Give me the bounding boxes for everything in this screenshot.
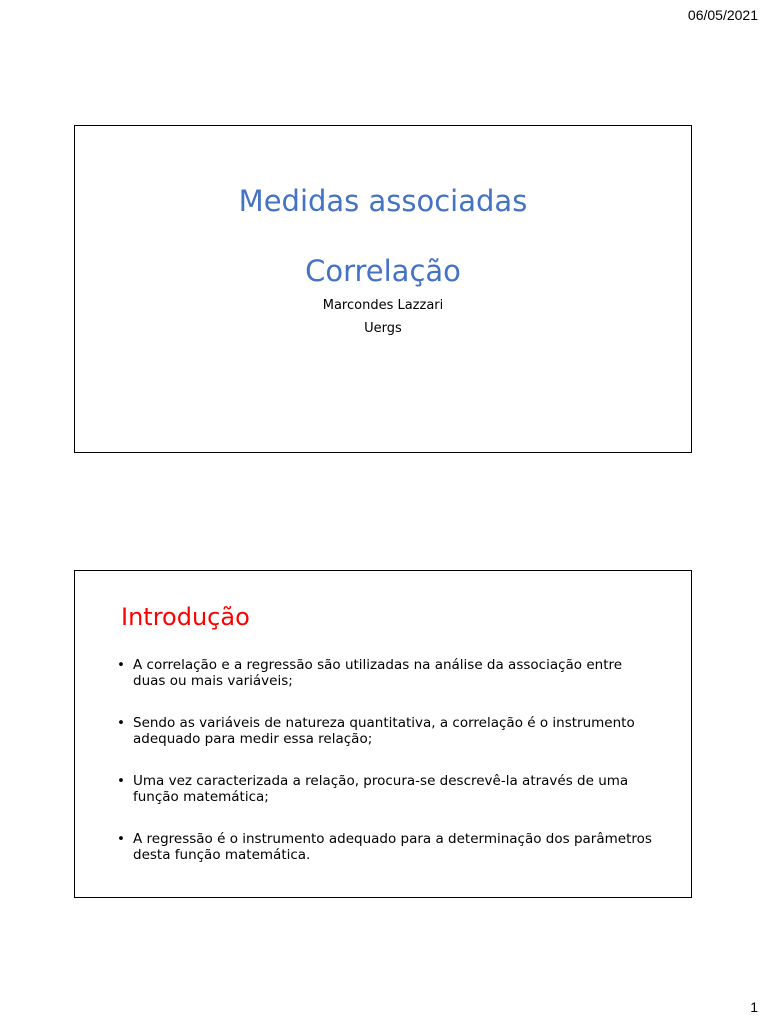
bullet-item — [113, 831, 653, 863]
bullet-text: A regressão é o instrumento adequado para a determinação dos parâmetros desta função matemática. — [133, 831, 652, 863]
bullet-marker: • — [117, 657, 125, 673]
bullet-marker: • — [117, 715, 125, 731]
bullet-item — [113, 773, 653, 805]
author-name: Marcondes Lazzari — [322, 298, 444, 313]
bullet-text: A correlação e a regressão são utilizadas na análise da associação entre duas ou mais variáveis; — [133, 657, 623, 689]
page-number: 1 — [750, 999, 758, 1015]
bullet-marker: • — [117, 773, 125, 789]
header-date: 06/05/2021 — [687, 7, 758, 23]
slide-introduction — [74, 570, 692, 898]
bullet-item — [113, 715, 653, 747]
presentation-title: Medidas associadas — [238, 184, 528, 218]
bullet-item — [113, 657, 653, 689]
bullet-list — [113, 657, 653, 889]
section-title: Introdução — [121, 603, 250, 631]
bullet-text: Sendo as variáveis de natureza quantitativa, a correlação é o instrumento adequado para medir essa relação; — [133, 715, 635, 747]
institution-name: Uergs — [364, 321, 402, 336]
presentation-subtitle: Correlação — [305, 254, 461, 288]
slide-title — [74, 125, 692, 453]
bullet-text: Uma vez caracterizada a relação, procura-se descrevê-la através de uma função matemática; — [133, 773, 629, 805]
bullet-marker: • — [117, 831, 125, 847]
